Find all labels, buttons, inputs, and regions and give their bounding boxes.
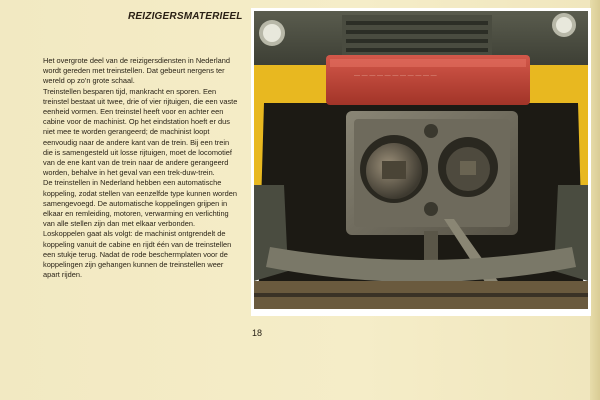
- paragraph: Treinstellen besparen tijd, mankracht en sporen. Een treinstel bestaat uit twee, drie of vier rijtuigen, die een vaste eenheid vormen. Een treinstel heeft voor en achter een cabine voor de machinist. Op het eindstation hoeft er dus niet mee te worden gerangeerd; de machinist loopt eenvoudig naar de andere kant van de trein. Bij een trein die is samengesteld uit losse rijtuigen, moet de locomotief van de ene kant van de trein naar de andere gerangeerd worden, behalve in het geval van een trek-duw-trein.: [43, 86, 238, 178]
- grille: [342, 15, 492, 59]
- paragraph: De treinstellen in Nederland hebben een automatische koppeling, zodat stellen van eenzelfde type kunnen worden samengevoegd. De automatische koppelingen grijpen in elkaar en remleiding, motoren, verwarming en verlichting van alle stellen zijn dan met elkaar verbonden.: [43, 178, 237, 229]
- rail: [254, 293, 588, 297]
- coupler-photo: [254, 11, 588, 309]
- page-number: 18: [252, 328, 263, 338]
- paragraph: Het overgrote deel van de reizigersdiensten in Nederland wordt gereden met treinstellen. Dat gebeurt nergens ter wereld op zo'n grote schaal.: [43, 56, 230, 86]
- headlight: [552, 13, 576, 37]
- coupler-photo-frame: [251, 8, 591, 316]
- body-text: [43, 56, 240, 280]
- svg-text:— — — — — — — — — — —: — — — — — — — — — — —: [354, 73, 437, 79]
- section-heading: REIZIGERSMATERIEEL: [128, 11, 243, 22]
- coupler-head: [346, 111, 518, 235]
- page-edge: [590, 0, 600, 400]
- red-cover-plate: [326, 55, 530, 105]
- paragraph: Loskoppelen gaat als volgt: de machinist ontgrendelt de koppeling vanuit de cabine en rijdt één van de treinstellen een stukje terug. Nadat de rode beschermplaten voor de koppelingen zijn gehangen kunnen de treinstellen weer apart rijden.: [43, 229, 232, 280]
- headlight: [259, 20, 285, 46]
